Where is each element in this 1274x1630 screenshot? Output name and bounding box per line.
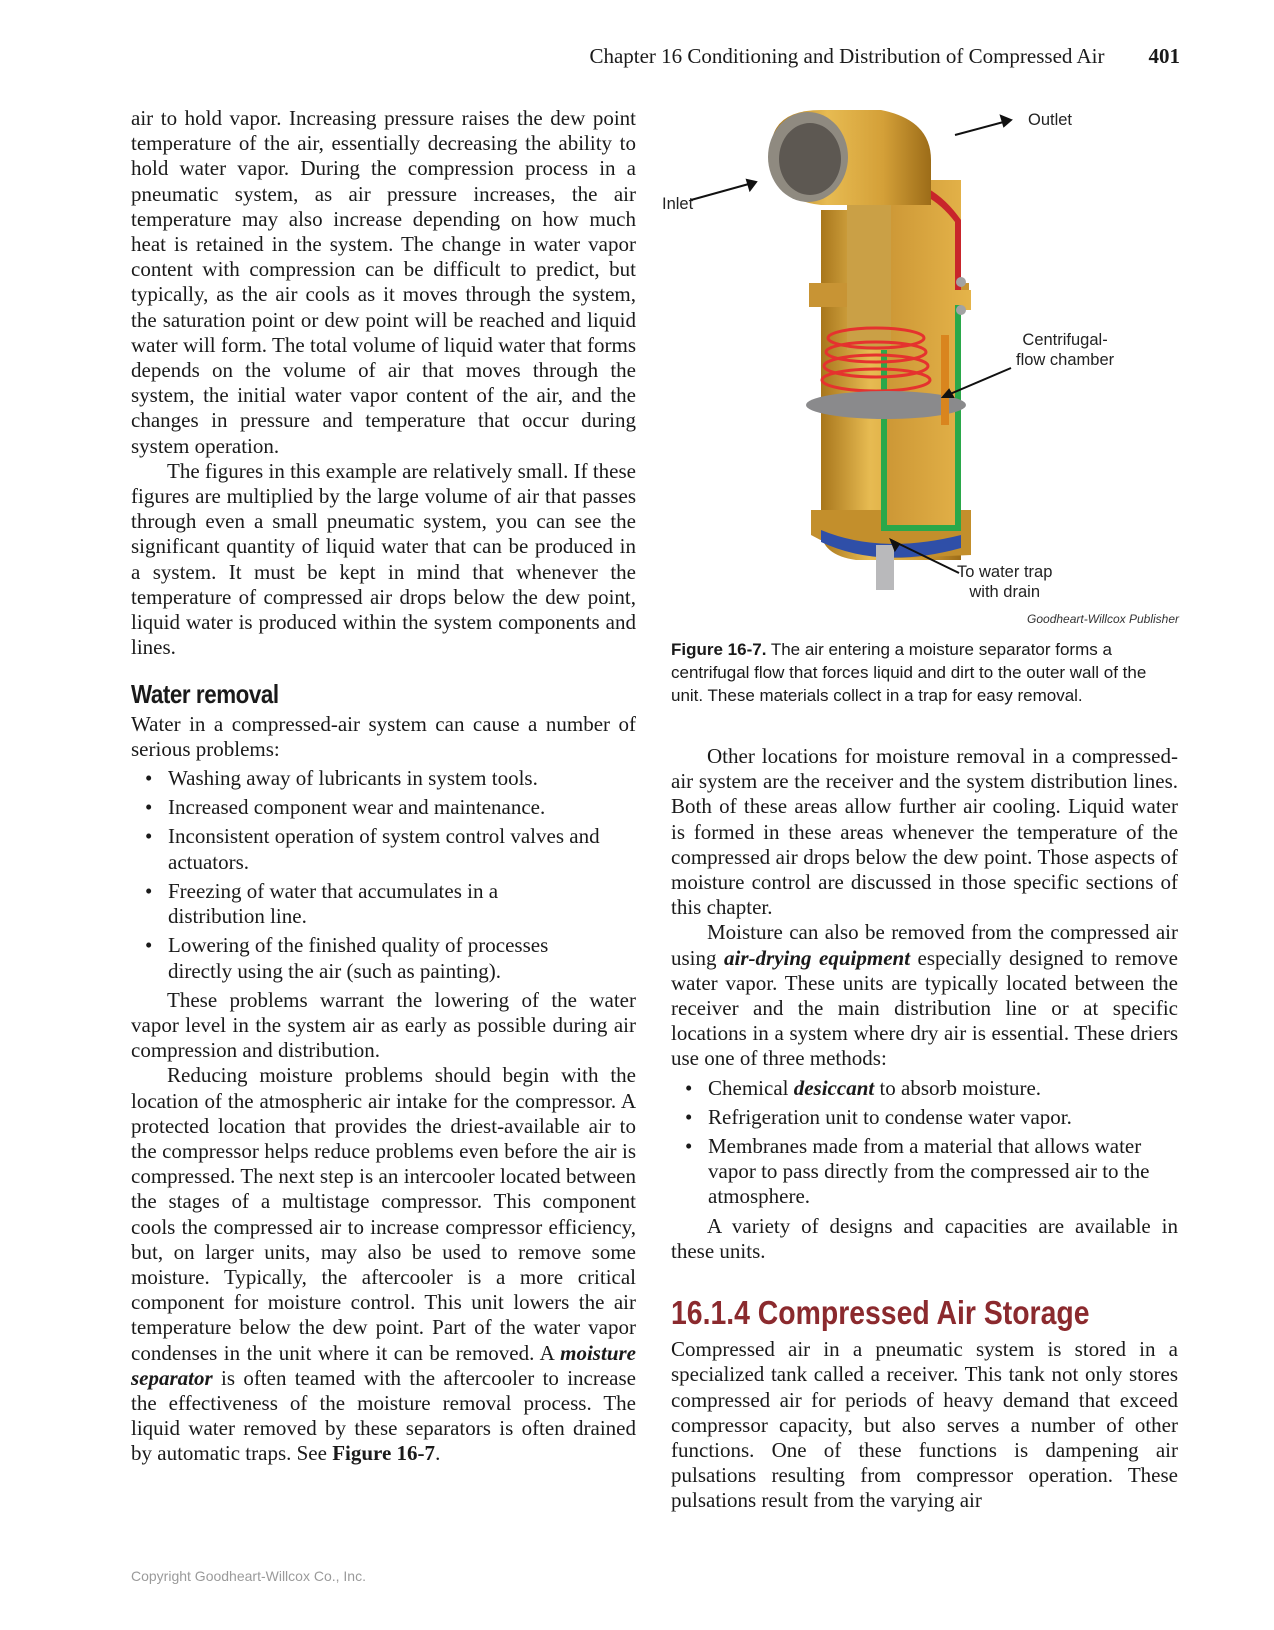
page-number: 401: [1148, 44, 1180, 68]
term-moisture-separator: moisture separator: [131, 1340, 636, 1390]
text-run: Moisture can also be removed from the compressed air using: [671, 920, 1178, 970]
caption-text: The air entering a moisture separator forms a centrifugal flow that forces liquid and dirt to the outer wall of the unit. These materials collect in a trap for easy removal.: [671, 640, 1147, 705]
list-item: • Inconsistent operation of system control valves and actuators.: [131, 824, 608, 874]
label-line: To water trap: [957, 563, 1053, 581]
section-heading: 16.1.4 Compressed Air Storage: [671, 1294, 1090, 1332]
list-item: • Washing away of lubricants in system tools.: [131, 766, 636, 791]
text-run: Chemical: [708, 1075, 794, 1100]
figure-credit: Goodheart-Willcox Publisher: [1027, 612, 1179, 626]
label-line: Centrifugal-: [1022, 331, 1108, 349]
drain-stem: [876, 545, 894, 590]
body-paragraph: Water in a compressed-air system can cause a number of serious problems:: [131, 711, 636, 761]
body-paragraph: Compressed air in a pneumatic system is stored in a specialized tank called a receiver. This tank not only stores compressed air for periods of heavy demand that exceed compressor capacity, but also serves a number of other functions. One of these functions is dampening air pulsations resulting from compressor operation. These pulsations result from the varying air: [671, 1337, 1178, 1513]
copyright-footer: Copyright Goodheart-Willcox Co., Inc.: [131, 1568, 366, 1584]
list-item: • Increased component wear and maintenance.: [131, 795, 636, 820]
right-column: [671, 744, 1178, 1514]
label-outlet: Outlet: [1028, 111, 1073, 129]
text-run: especially designed to remove water vapor. These units are typically located between the receiver and the main distribution line or at specific locations in a system where dry air is essential. These driers use one of three methods:: [671, 945, 1178, 1071]
list-item: • Refrigeration unit to condense water vapor.: [671, 1105, 1178, 1130]
drier-methods-list: [671, 1076, 1178, 1210]
bolt: [956, 277, 966, 287]
list-item: • Freezing of water that accumulates in a distribution line.: [131, 879, 568, 929]
text-run: is often teamed with the aftercooler to increase the effectiveness of the moisture removal process. The liquid water removed by these separators is often drained by automatic traps. See: [131, 1365, 636, 1466]
text-run: to absorb moisture.: [874, 1075, 1042, 1100]
running-head: [500, 44, 1180, 69]
body-paragraph: [131, 1063, 636, 1466]
figure-16-7: [662, 110, 1181, 630]
bolt: [956, 305, 966, 315]
term-desiccant: desiccant: [793, 1075, 875, 1100]
label-line: with drain: [969, 583, 1040, 601]
inner-tube: [847, 180, 891, 350]
inlet-opening: [779, 123, 841, 195]
caption-number: Figure 16-7.: [671, 640, 767, 659]
text-run: Reducing moisture problems should begin with the location of the atmospheric air intake for the compressor. A protected location that provides the driest-available air to the compressor helps reduce problems even before the air is compressed. The next step is an intercooler located between the stages of a multistage compressor. This component cools the compressed air to increase compressor efficiency, but, on larger units, may also be used to remove some moisture. Typically, the aftercooler is a more critical component for moisture control. This unit lowers the air temperature below the dew point. Part of the water vapor condenses in the unit where it can be removed. A: [131, 1063, 636, 1365]
text-run: .: [435, 1441, 441, 1466]
body-paragraph: [671, 920, 1178, 1071]
left-column: [131, 106, 636, 1467]
list-item: • Membranes made from a material that allows water vapor to pass directly from the compressed air to the atmosphere.: [671, 1134, 1168, 1210]
chamber-rib: [941, 335, 949, 425]
label-to-water-trap: [957, 562, 1052, 602]
figure-caption: [671, 638, 1176, 707]
body-paragraph: air to hold vapor. Increasing pressure raises the dew point temperature of the air, essentially decreasing the ability to hold water vapor. During the compression process in a pneumatic system, as air pressure increases, the air temperature may also increase depending on how much heat is retained in the system. The change in water vapor content with compression can be difficult to predict, but typically, as the air cools as it moves through the system, the saturation point or dew point will be reached and liquid water will form. The total volume of liquid water that forms depends on the volume of air that moves through the system, the initial water vapor content of the air, and the changes in pressure and temperature that occur during system operation.: [131, 106, 636, 458]
label-centrifugal-flow-chamber: [1016, 330, 1114, 370]
list-item: [671, 1076, 1178, 1101]
figure-reference-link[interactable]: Figure 16-7: [332, 1441, 436, 1466]
chapter-title: Chapter 16 Conditioning and Distribution of Compressed Air: [589, 44, 1105, 68]
list-item: • Lowering of the finished quality of processes directly using the air (such as painting).: [131, 933, 608, 983]
label-inlet: Inlet: [662, 195, 694, 213]
body-paragraph: The figures in this example are relatively small. If these figures are multiplied by the large volume of air that passes through even a small pneumatic system, you can see the significant quantity of liquid water that can be produced in a system. It must be kept in mind that whenever the temperature of compressed air drops below the dew point, liquid water is produced within the system components and lines.: [131, 458, 636, 660]
subheading-water-removal: Water removal: [131, 679, 279, 710]
term-air-drying-equipment: air-drying equipment: [724, 945, 911, 970]
body-paragraph: Other locations for moisture removal in a compressed-air system are the receiver and the system distribution lines. Both of these areas allow further air cooling. Liquid water is formed in these areas whenever the temperature of the compressed air drops below the dew point. Those aspects of moisture control are discussed in those specific sections of this chapter.: [671, 744, 1178, 920]
problems-list: [131, 766, 636, 984]
label-line: flow chamber: [1016, 351, 1115, 369]
body-paragraph: These problems warrant the lowering of the water vapor level in the system air as early as possible during air compression and distribution.: [131, 987, 636, 1063]
body-paragraph: A variety of designs and capacities are available in these units.: [671, 1213, 1178, 1263]
